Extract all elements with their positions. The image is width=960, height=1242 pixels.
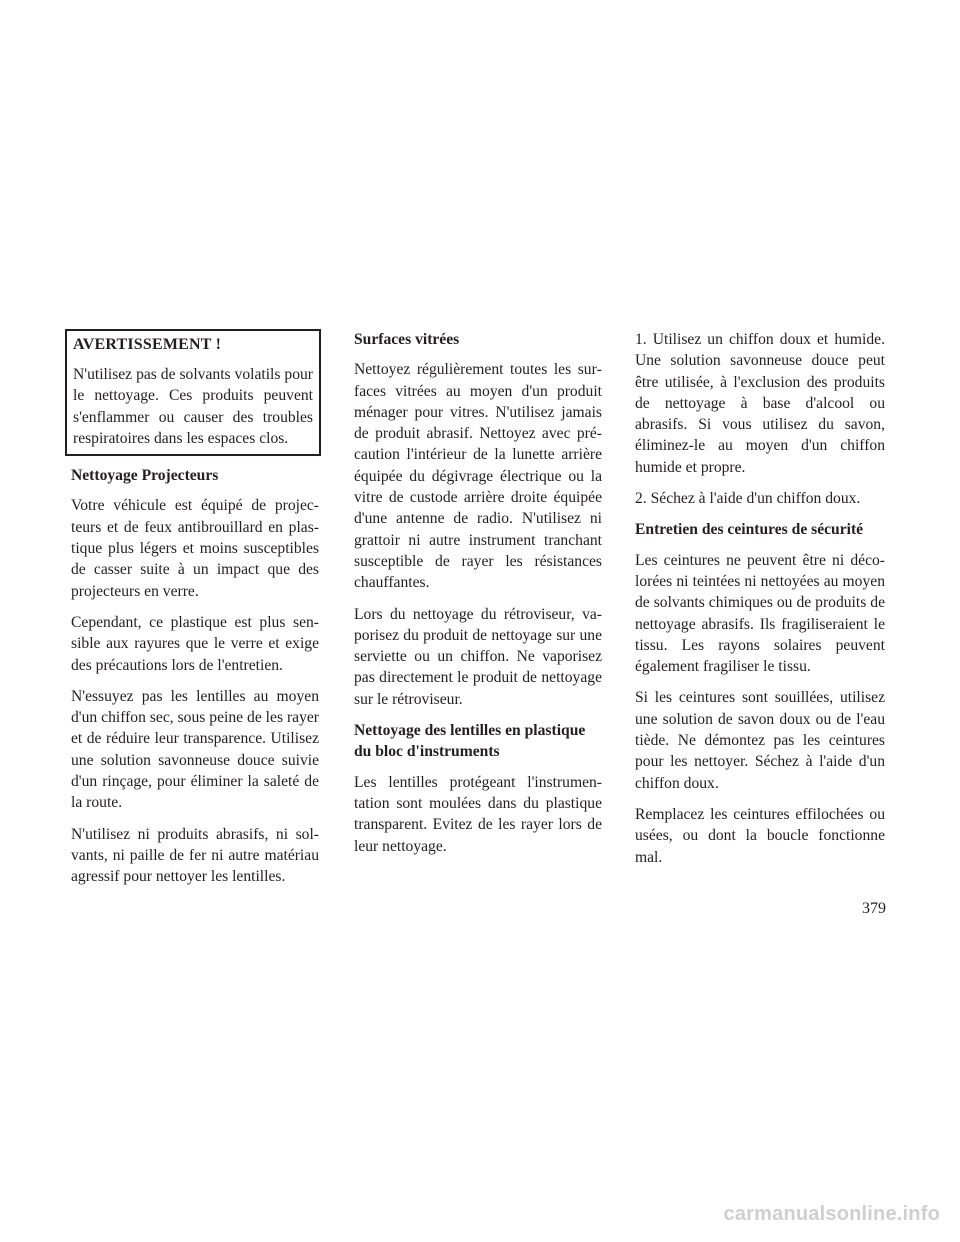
watermark: carmanualsonline.info [723, 1203, 940, 1225]
paragraph: Remplacez les ceintures effilochées ou usées, ou dont la boucle fonctionne mal. [635, 805, 885, 866]
paragraph: Nettoyez régulièrement toutes les surfaces vitrées au moyen d'un produit ménager pour vitres. N'utilisez jamais de produit abrasif. Nettoyez avec précaution l'intérieur de la lunette arrière équipée du dégivrage électrique ou la vitre de custode arrière droite équipée d'une antenne de radio. N'utilisez ni grattoir ni autre instrument tranchant susceptible de rayer les résistances chauffantes. [354, 361, 602, 592]
warning-text: N'utilisez pas de solvants volatils pour le nettoyage. Ces produits peuvent s'enflammer ou causer des troubles respiratoires dans les espaces clos. [73, 366, 313, 447]
section-heading-seat-belts: Entretien des ceintures de sécurité [635, 521, 864, 539]
paragraph: Si les ceintures sont souillées, utilisez une solution de savon doux ou de l'eau tiède. Ne démontez pas les ceintures pour les nettoyer. Séchez à l'aide d'un chiffon doux. [635, 689, 885, 792]
paragraph: Les lentilles protégeant l'instrumentation sont moulées dans du plastique transparent. Evitez de les rayer lors de leur nettoyage. [354, 773, 602, 855]
step-2: 2. Séchez à l'aide d'un chiffon doux. [635, 490, 861, 508]
column-left [71, 329, 319, 898]
step-1: 1. Utilisez un chiffon doux et humide. Une solution savonneuse douce peut être utilisée, à l'exclusion des produits de nettoyage à base d'alcool ou abrasifs. Si vous utilisez du savon, éliminez-le au moyen d'un chiffon humide et propre. [635, 331, 885, 476]
warning-box [65, 329, 321, 456]
paragraph: Votre véhicule est équipé de projecteurs et de feux antibrouillard en plastique plus légers et moins susceptibles de casser suite à un impact que des projecteurs en verre. [71, 497, 319, 600]
section-heading-cluster-lens: Nettoyage des lentilles en plastique du bloc d'instruments [354, 722, 586, 761]
page-number: 379 [862, 900, 886, 917]
paragraph: N'utilisez ni produits abrasifs, ni solvants, ni paille de fer ni autre matériau agressif pour nettoyer les lentilles. [71, 825, 319, 886]
paragraph: N'essuyez pas les lentilles au moyen d'un chiffon sec, sous peine de les rayer et de réduire leur transparence. Utilisez une solution savonneuse douce suivie d'un rinçage, pour éliminer la saleté de la route. [71, 687, 319, 812]
paragraph: Lors du nettoyage du rétroviseur, vaporisez du produit de nettoyage sur une serviette ou un chiffon. Ne vaporisez pas directement le produit de nettoyage sur le rétroviseur. [354, 605, 602, 708]
column-middle [354, 329, 602, 867]
column-right [635, 329, 885, 878]
section-heading-headlamps: Nettoyage Projecteurs [71, 467, 219, 485]
warning-title: AVERTISSEMENT ! [73, 336, 222, 353]
paragraph: Les ceintures ne peuvent être ni décolorées ni teintées ni nettoyées au moyen de solvants chimiques ou de produits de nettoyage abrasifs. Ils fragiliseraient le tissu. Les rayons solaires peuvent également fragiliser le tissu. [635, 551, 885, 676]
section-heading-glass: Surfaces vitrées [354, 331, 460, 348]
paragraph: Cependant, ce plastique est plus sensible aux rayures que le verre et exige des précautions lors de l'entretien. [71, 613, 319, 674]
